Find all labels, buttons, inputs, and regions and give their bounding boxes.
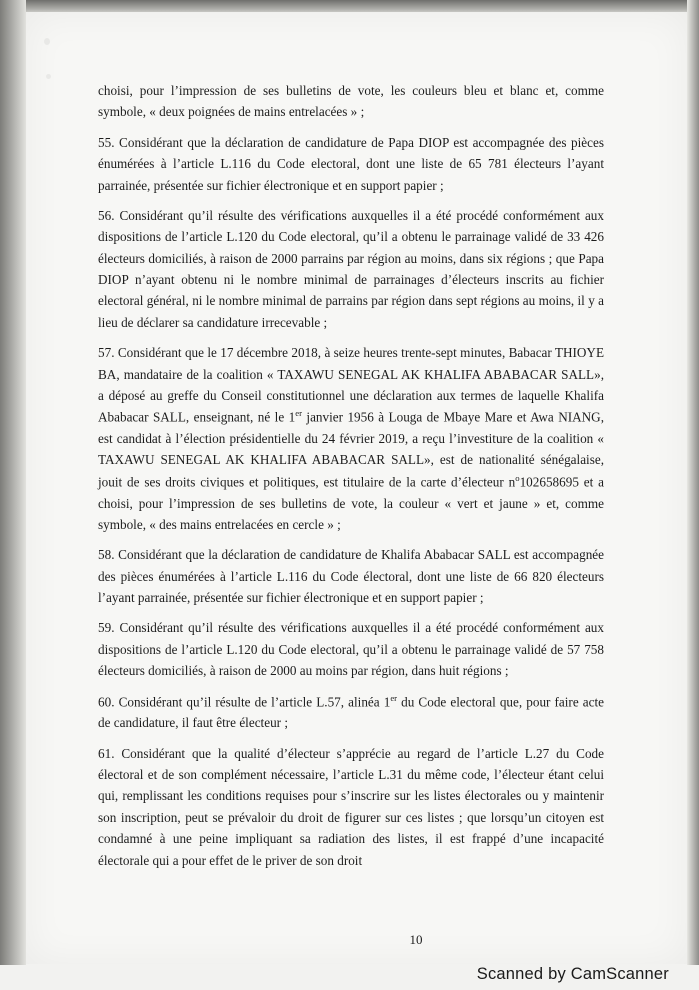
paper-sheet — [26, 12, 687, 964]
paragraph-54-cont: choisi, pour l’impression de ses bulletins de vote, les couleurs bleu et blanc et, comme symbole, « deux poignées de mains entrelacées » ; — [98, 83, 604, 120]
scan-edge-right — [687, 0, 699, 965]
document-text — [98, 80, 605, 947]
paper-speck — [46, 74, 51, 79]
paragraph-61: 61. Considérant que la qualité d’électeur s’apprécie au regard de l’article L.27 du Code électoral et de son complément nécessaire, l’article L.31 du même code, l’électeur étant celui qui, remplissant les conditions requises pour s’inscrire sur les listes électorales ou y maintenir son inscription, peut se prévaloir du droit de figurer sur ces listes ; que lorsqu’un citoyen est condamné à une peine impliquant sa radiation des listes, il est frappé d’une incapacité électorale qui a pour effet de le priver de son droit — [98, 745, 604, 868]
camscanner-watermark: Scanned by CamScanner — [476, 965, 669, 983]
paper-speck — [44, 38, 50, 45]
paragraph-55: 55. Considérant que la déclaration de candidature de Papa DIOP est accompagnée des pièces énumérées à l’article L.116 du Code electoral, dont une liste de 65 781 électeurs l’ayant parrainée, présentée sur fichier électronique et en support papier ; — [98, 134, 604, 193]
paragraph-59: 59. Considérant qu’il résulte des vérifications auxquelles il a été procédé conformément aux dispositions de l’article L.120 du Code electoral, qu’il a obtenu le parrainage validé de 57 758 électeurs domiciliés, à raison de 2000 au moins par région, dans huit régions ; — [98, 620, 604, 679]
paragraph-56: 56. Considérant qu’il résulte des vérifications auxquelles il a été procédé conformément aux dispositions de l’article L.120 du Code electoral, qu’il a obtenu le parrainage validé de 33 426 électeurs domiciliés, à raison de 2000 parrains par région au moins, dans six régions ; que Papa DIOP n’ayant obtenu ni le nombre minimal de parrainages d’électeurs inscrits au fichier electoral général, ni le nombre minimal de parrains par région dans sept régions au moins, il y a lieu de déclarer sa candidature irrecevable ; — [98, 207, 604, 330]
paragraph-58: 58. Considérant que la déclaration de candidature de Khalifa Ababacar SALL est accompagnée des pièces énumérées à l’article L.116 du Code électoral, dont une liste de 66 820 électeurs l’ayant parrainée, présentée sur fichier électronique et en support papier ; — [98, 547, 604, 606]
scan-edge-left — [0, 0, 26, 965]
paragraph-60: 60. Considérant qu’il résulte de l’article L.57, alinéa 1er du Code electoral que, pour faire acte de candidature, il faut être électeur ; — [98, 692, 604, 731]
page-number — [98, 929, 604, 950]
page-number-value: 10 — [409, 932, 423, 947]
paragraph-57: 57. Considérant que le 17 décembre 2018, à seize heures trente-sept minutes, Babacar THIOYE BA, mandataire de la coalition « TAXAWU SENEGAL AK KHALIFA ABABACAR SALL», a déposé au greffe du Conseil constitutionnel une déclaration aux termes de laquelle Khalifa Ababacar SALL, enseignant, né le 1er janvier 1956 à Louga de Mbaye Mare et Awa NIANG, est candidat à l’élection présidentielle du 24 février 2019, a reçu l’investiture de la coalition « TAXAWU SENEGAL AK KHALIFA ABABACAR SALL», est de nationalité sénégalaise, jouit de ses droits civiques et politiques, est titulaire de la carte d’électeur $n^o102658695$ et a choisi, pour l’impression de ses bulletins de vote, la couleur « vert et jaune » et, comme symbole, « des mains entrelacées en cercle » ; — [98, 345, 605, 532]
